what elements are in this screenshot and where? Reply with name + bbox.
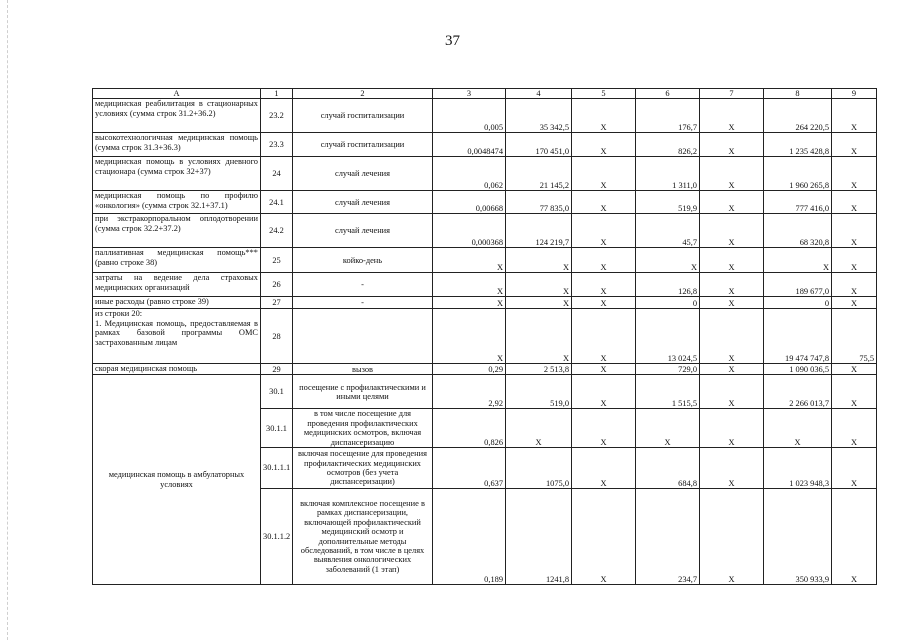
cell: 176,7 [636,99,700,133]
cell: X [832,157,877,191]
cell: 19 474 747,8 [764,309,832,364]
row-unit: случай лечения [293,191,433,214]
cell: 0 [764,297,832,309]
cell: X [832,489,877,585]
header-row [93,89,877,99]
cell: 1 023 948,3 [764,448,832,489]
row-code: 30.1.1.2 [261,489,293,585]
cell: 0,189 [433,489,506,585]
row-code: 24 [261,157,293,191]
cell: 68 320,8 [764,214,832,248]
cell: 0,637 [433,448,506,489]
table-row [93,273,877,297]
cell: X [700,191,764,214]
table-row [93,248,877,273]
cell: X [700,273,764,297]
col-header: А [93,89,261,99]
cell: X [832,297,877,309]
cell: X [572,409,636,448]
cell: 75,5 [832,309,877,364]
col-header: 5 [572,89,636,99]
cell: X [832,409,877,448]
cell: 1241,8 [506,489,572,585]
cell: 234,7 [636,489,700,585]
cell: X [700,364,764,375]
cell: 0,000368 [433,214,506,248]
page-number: 37 [445,33,460,49]
row-code: 28 [261,309,293,364]
col-header: 9 [832,89,877,99]
cell: X [572,297,636,309]
cell: X [636,409,700,448]
cell: X [506,297,572,309]
cell: X [700,309,764,364]
cell: 826,2 [636,133,700,157]
row-name: затраты на ведение дела страховых медицинских организаций [93,273,261,297]
cell: 189 677,0 [764,273,832,297]
cell: 350 933,9 [764,489,832,585]
cell: X [572,248,636,273]
table-row [93,297,877,309]
cell: 1 311,0 [636,157,700,191]
cell: 0,00668 [433,191,506,214]
cell: 1 235 428,8 [764,133,832,157]
row-unit: случай госпитализации [293,99,433,133]
cell: X [832,191,877,214]
cell: X [572,448,636,489]
row-unit: койко-день [293,248,433,273]
cell: X [832,214,877,248]
row-code: 30.1.1 [261,409,293,448]
cell: X [832,133,877,157]
cell: X [572,214,636,248]
cell: X [572,99,636,133]
cell: X [700,133,764,157]
table-row [93,191,877,214]
cell: X [433,297,506,309]
cell: X [506,309,572,364]
cell: X [700,375,764,409]
table-row [93,133,877,157]
cell: X [572,364,636,375]
cell: X [700,448,764,489]
cell: 0 [636,297,700,309]
cell: X [636,248,700,273]
cell: X [572,133,636,157]
cell: X [572,191,636,214]
cell: X [572,375,636,409]
row-unit: случай госпитализации [293,133,433,157]
cell: X [700,248,764,273]
cell: X [506,273,572,297]
cell: X [700,157,764,191]
col-header: 1 [261,89,293,99]
margin-rule [7,0,8,640]
table-row [93,157,877,191]
row-unit: посещение с профилактическими и иными целями [293,375,433,409]
row-unit: вызов [293,364,433,375]
table-row [93,99,877,133]
cell: 77 835,0 [506,191,572,214]
col-header: 4 [506,89,572,99]
cell: X [506,248,572,273]
cell: X [700,214,764,248]
row-unit: включая комплексное посещение в рамках диспансеризации, включающей профилактический медицинский осмотр и дополнительные методы обследований, в том числе в целях выявления онкологических заболеваний (1 этап) [293,489,433,585]
table-row [93,214,877,248]
row-unit: случай лечения [293,214,433,248]
row-name: паллиативная медицинская помощь*** (равно строке 38) [93,248,261,273]
col-header: 6 [636,89,700,99]
row-code: 23.3 [261,133,293,157]
cell: X [832,99,877,133]
cell: 1 960 265,8 [764,157,832,191]
cell: 729,0 [636,364,700,375]
row-name: при экстракорпоральном оплодотворении (сумма строк 32.2+37.2) [93,214,261,248]
cell: X [700,409,764,448]
row-code: 30.1 [261,375,293,409]
col-header: 3 [433,89,506,99]
cell: 13 024,5 [636,309,700,364]
cell: X [433,248,506,273]
row-code: 24.1 [261,191,293,214]
row-unit: случай лечения [293,157,433,191]
cell: 1075,0 [506,448,572,489]
row-name: медицинская помощь по профилю «онкология» (сумма строк 32.1+37.1) [93,191,261,214]
row-code: 29 [261,364,293,375]
cell: 35 342,5 [506,99,572,133]
cell: 2 513,8 [506,364,572,375]
cell: 0,0048474 [433,133,506,157]
cell: X [764,248,832,273]
row-unit: включая посещение для проведения профилактических медицинских осмотров (без учета диспансеризации) [293,448,433,489]
cell: 45,7 [636,214,700,248]
table-row [93,309,877,364]
cell: X [700,489,764,585]
cell: X [572,157,636,191]
cell: 684,8 [636,448,700,489]
row-unit [293,309,433,364]
row-code: 25 [261,248,293,273]
row-name: из строки 20: 1. Медицинская помощь, предоставляемая в рамках базовой программы ОМС застрахованным лицам [93,309,261,364]
cell: X [433,273,506,297]
cell: 1 515,5 [636,375,700,409]
cell: X [700,99,764,133]
row-unit: - [293,297,433,309]
cell: 777 416,0 [764,191,832,214]
cell: X [506,409,572,448]
row-name: медицинская помощь в условиях дневного стационара (сумма строк 32+37) [93,157,261,191]
cell: X [572,309,636,364]
tariff-table [92,88,877,585]
cell: 0,005 [433,99,506,133]
row-unit: в том числе посещение для проведения профилактических медицинских осмотров, включая диспансеризацию [293,409,433,448]
cell: X [700,297,764,309]
col-header: 8 [764,89,832,99]
cell: X [832,273,877,297]
cell: X [832,364,877,375]
cell: 126,8 [636,273,700,297]
row-code: 26 [261,273,293,297]
row-code: 24.2 [261,214,293,248]
cell: X [832,248,877,273]
cell: X [764,409,832,448]
cell: 264 220,5 [764,99,832,133]
cell: 0,29 [433,364,506,375]
cell: X [572,489,636,585]
col-header: 2 [293,89,433,99]
cell: X [433,309,506,364]
table-row [93,364,877,375]
cell: 519,9 [636,191,700,214]
cell: 1 090 036,5 [764,364,832,375]
col-header: 7 [700,89,764,99]
row-name: медицинская реабилитация в стационарных условиях (сумма строк 31.2+36.2) [93,99,261,133]
row-code: 27 [261,297,293,309]
cell: 170 451,0 [506,133,572,157]
cell: X [572,273,636,297]
cell: 21 145,2 [506,157,572,191]
cell: 0,062 [433,157,506,191]
cell: 519,0 [506,375,572,409]
row-name: высокотехнологичная медицинская помощь (сумма строк 31.3+36.3) [93,133,261,157]
cell: X [832,448,877,489]
row-name: скорая медицинская помощь [93,364,261,375]
row-unit: - [293,273,433,297]
cell: X [832,375,877,409]
cell: 2,92 [433,375,506,409]
row-code: 30.1.1.1 [261,448,293,489]
table-row [93,375,877,409]
row-name: иные расходы (равно строке 39) [93,297,261,309]
cell: 0,826 [433,409,506,448]
group-name: медицинская помощь в амбулаторных условиях [93,375,261,585]
cell: 124 219,7 [506,214,572,248]
row-code: 23.2 [261,99,293,133]
cell: 2 266 013,7 [764,375,832,409]
